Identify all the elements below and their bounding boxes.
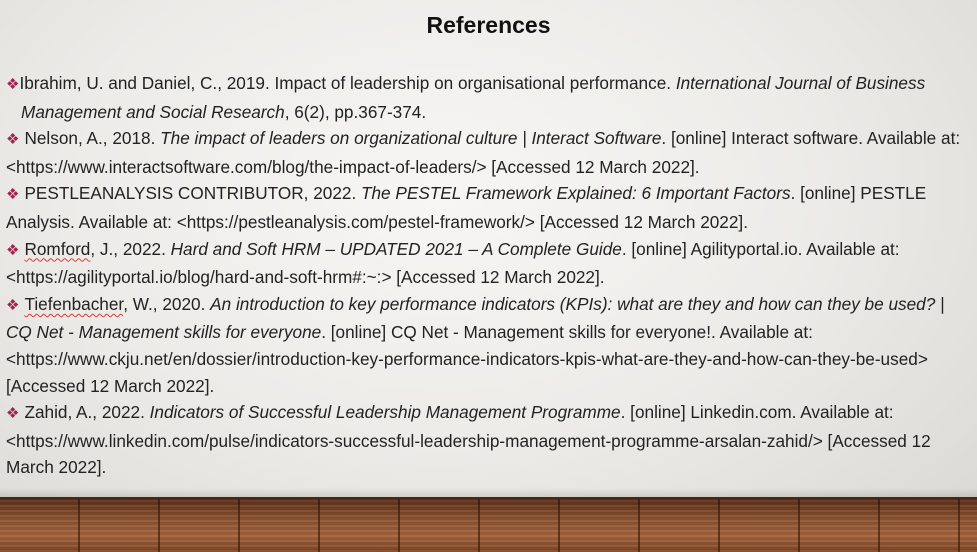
reference-source-title: The impact of leaders on organizational culture | Interact Software	[160, 128, 662, 149]
diamond-bullet-icon: ❖	[6, 131, 20, 149]
reference-author: , W., 2020.	[123, 293, 211, 314]
reference-text: Ibrahim, U. and Daniel, C., 2019. Impact of leadership on organisational performance.	[19, 73, 676, 93]
reference-item	[6, 291, 968, 399]
reference-list	[6, 70, 968, 481]
reference-item	[6, 125, 968, 180]
reference-details: . [online] Interact software. Available at: <https://www.interactsoftware.com/blog/the-impact-of-leaders/> [Accessed 12 March 2022].	[6, 128, 961, 177]
diamond-bullet-icon: ❖	[6, 296, 20, 314]
reference-item	[6, 70, 968, 125]
reference-author: PESTLEANALYSIS CONTRIBUTOR, 2022.	[24, 183, 361, 204]
reference-author: Zahid, A., 2022.	[24, 402, 150, 423]
reference-item	[6, 180, 968, 235]
reference-details: . [online] Linkedin.com. Available at: <https://www.linkedin.com/pulse/indicators-successful-leadership-management-programme-arsalan-zahid/> [Accessed 12 March 2022].	[6, 402, 931, 478]
reference-details: . [online] Agilityportal.io. Available at: <https://agilityportal.io/blog/hard-and-soft-hrm#:~:> [Accessed 12 March 2022].	[6, 238, 900, 288]
reference-source-title: Hard and Soft HRM – UPDATED 2021 – A Complete Guide	[170, 238, 622, 259]
reference-author: Nelson, A., 2018.	[24, 128, 161, 149]
reference-details: . [online] PESTLE Analysis. Available at: <https://pestleanalysis.com/pestel-framework/> [Accessed 12 March 2022].	[6, 183, 927, 232]
diamond-bullet-icon: ❖	[6, 241, 20, 259]
reference-source-title: An introduction to key performance indicators (KPIs): what are they and how can they be used? | CQ Net - Management skills for everyone	[6, 293, 945, 343]
wood-floor-background	[0, 497, 977, 552]
reference-source-title: International Journal of Business Management and Social Research	[21, 73, 926, 122]
reference-source-title: The PESTEL Framework Explained: 6 Important Factors	[361, 183, 791, 204]
reference-item	[6, 236, 968, 291]
slide-title: References	[426, 12, 551, 38]
reference-item	[6, 399, 968, 481]
diamond-bullet-icon: ❖	[6, 76, 20, 93]
reference-author-name: Romford	[24, 238, 91, 259]
reference-author: , J., 2022.	[90, 238, 171, 259]
reference-details: . [online] CQ Net - Management skills for everyone!. Available at: <https://www.ckju.net/en/dossier/introduction-key-performance-indicators-kpis-what-are-they-and-how-can-they-be-used> [Accessed 12 March 2022].	[6, 322, 928, 396]
diamond-bullet-icon: ❖	[6, 405, 20, 423]
reference-details: , 6(2), pp.367-374.	[284, 101, 427, 122]
reference-source-title: Indicators of Successful Leadership Management Programme	[149, 402, 621, 423]
diamond-bullet-icon: ❖	[6, 186, 20, 204]
reference-author-name: Tiefenbacher	[24, 293, 124, 314]
